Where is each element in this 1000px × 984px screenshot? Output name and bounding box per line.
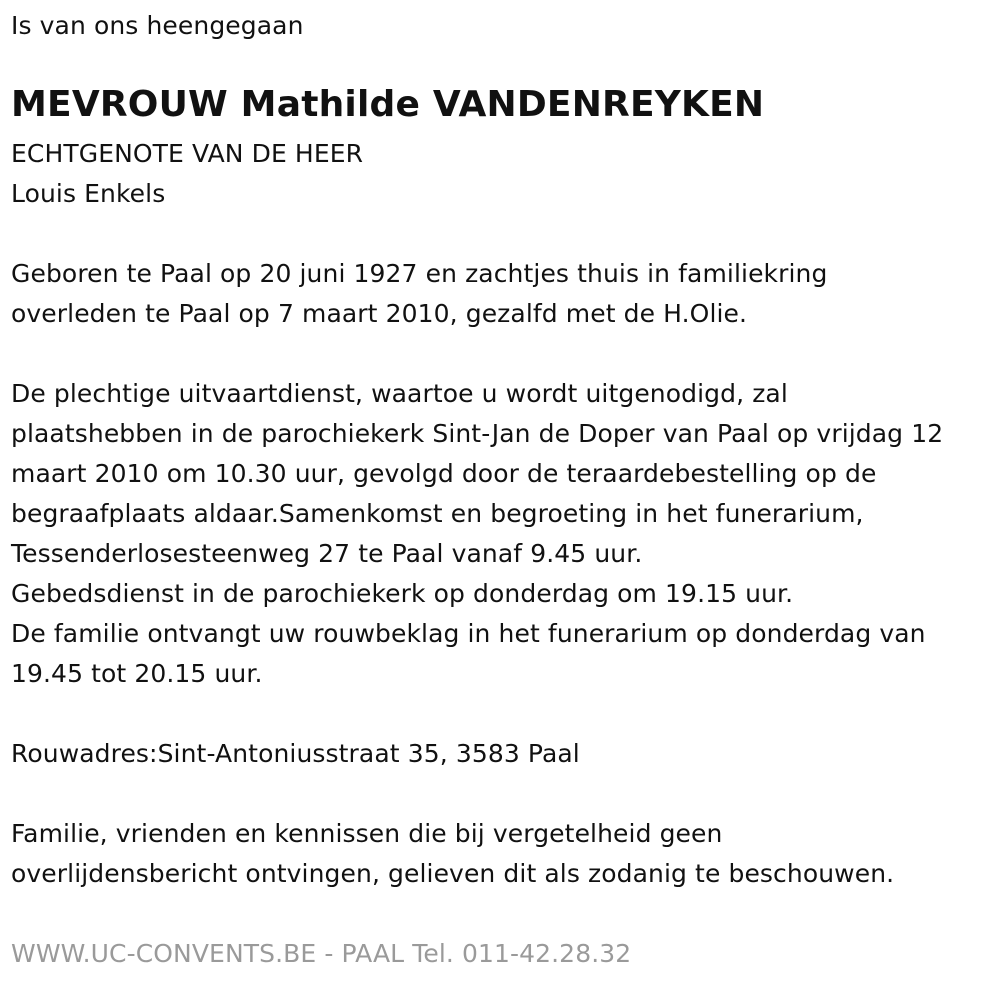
- service-line: De familie ontvangt uw rouwbeklag in het funerarium op donderdag van: [11, 619, 926, 648]
- mourning-address: Rouwadres:Sint-Antoniusstraat 35, 3583 Paal: [11, 739, 580, 768]
- notice-line: Familie, vrienden en kennissen die bij vergetelheid geen: [11, 819, 723, 848]
- birth-death-line: Geboren te Paal op 20 juni 1927 en zachtjes thuis in familiekring: [11, 259, 828, 288]
- service-line: Gebedsdienst in de parochiekerk op donderdag om 19.15 uur.: [11, 579, 794, 608]
- service-line: begraafplaats aldaar.Samenkomst en begroeting in het funerarium,: [11, 499, 864, 528]
- relation-line-2: Louis Enkels: [11, 179, 166, 208]
- deceased-name: MEVROUW Mathilde VANDENREYKEN: [11, 84, 765, 125]
- service-line: plaatshebben in de parochiekerk Sint-Jan de Doper van Paal op vrijdag 12: [11, 419, 944, 448]
- service-line: maart 2010 om 10.30 uur, gevolgd door de teraardebestelling op de: [11, 459, 877, 488]
- intro-text: Is van ons heengegaan: [11, 11, 304, 40]
- relation-line-1: ECHTGENOTE VAN DE HEER: [11, 139, 364, 168]
- service-line: De plechtige uitvaartdienst, waartoe u wordt uitgenodigd, zal: [11, 379, 788, 408]
- service-line: Tessenderlosesteenweg 27 te Paal vanaf 9.45 uur.: [11, 539, 643, 568]
- birth-death-line: overleden te Paal op 7 maart 2010, gezalfd met de H.Olie.: [11, 299, 748, 328]
- notice-line: overlijdensbericht ontvingen, gelieven dit als zodanig te beschouwen.: [11, 859, 895, 888]
- footer-contact: WWW.UC-CONVENTS.BE - PAAL Tel. 011-42.28.32: [11, 939, 632, 968]
- service-line: 19.45 tot 20.15 uur.: [11, 659, 263, 688]
